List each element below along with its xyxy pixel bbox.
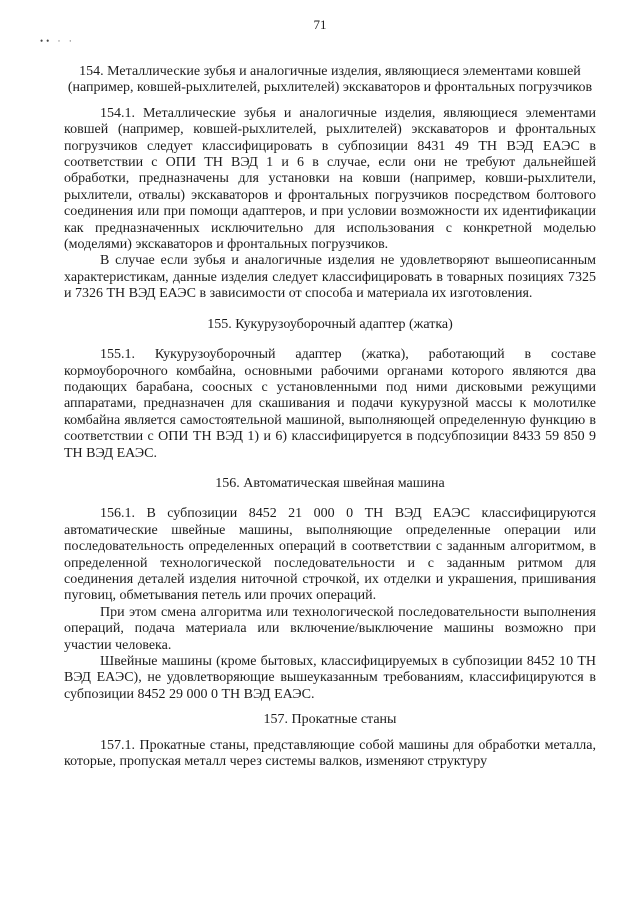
section-heading-154: 154. Металлические зубья и аналогичные изделия, являющиеся элементами ковшей (например, ковшей-рыхлителей, рыхлителей) экскаваторов и фронтальных погрузчиков — [67, 64, 593, 96]
paragraph-156-3: Швейные машины (кроме бытовых, классифицируемых в субпозиции 8452 10 ТН ВЭД ЕАЭС), не удовлетворяющие вышеуказанным требованиям, классифицируются в субпозиции 8452 29 000 0 ТН ВЭД ЕАЭС. — [64, 654, 596, 702]
paragraph-155-1: 155.1. Кукурузоуборочный адаптер (жатка), работающий в составе кормоуборочного комбайна, основными рабочими органами которого являются два подающих барабана, соосных с установленными под ними дисковыми режущими аппаратами, предназначен для скашивания и подачи кукурузной массы к молотилке комбайна является самостоятельной машиной, выполняющей определенную функцию в соответствии с ОПИ ТН ВЭД 1) и 6) классифицируется в подсубпозиции 8433 59 850 9 ТН ВЭД ЕАЭС. — [64, 347, 596, 461]
paragraph-154-1: 154.1. Металлические зубья и аналогичные изделия, являющиеся элементами ковшей (например, ковшей-рыхлителей, рыхлителей) экскаваторов и фронтальных погрузчиков следует классифицировать в субпозиции 8431 49 ТН ВЭД ЕАЭС в соответствии с ОПИ ТН ВЭД 1 и 6 в случае, если они не требуют дальнейшей обработки, предназначены для установки на ковши (например, ковши-рыхлители, рыхлители, отвалы) экскаваторов и фронтальных погрузчиков посредством болтового соединения или при помощи адаптеров, и при условии возможности их идентификации как предназначенных исключительно для использования с конкретной моделью (моделями) экскаваторов и фронтальных погрузчиков. — [64, 105, 596, 253]
paragraph-156-1: 156.1. В субпозиции 8452 21 000 0 ТН ВЭД ЕАЭС классифицируются автоматические швейные машины, выполняющие определенные операции или последовательность определенных операций в соответствии с заданным алгоритмом, в определенной технологической последовательности и с заданным ритмом для соединения деталей изделия ниточной строчкой, их отделки и украшения, пришивания пуговиц, обметывания петель или прочих операций. — [64, 506, 596, 604]
paragraph-156-2: При этом смена алгоритма или технологической последовательности выполнения операций, подача материала или включение/выключение машины возможно при участии человека. — [64, 604, 596, 653]
paragraph-157-1: 157.1. Прокатные станы, представляющие собой машины для обработки металла, которые, пропуская металл через системы валков, изменяют структуру — [64, 737, 596, 770]
section-heading-156: 156. Автоматическая швейная машина — [215, 475, 445, 491]
page-number: 71 — [313, 17, 327, 32]
paragraph-154-2: В случае если зубья и аналогичные изделия не удовлетворяют вышеописанным характеристикам, данные изделия следует классифицировать в товарных позициях 7325 и 7326 ТН ВЭД ЕАЭС в зависимости от способа и материала их изготовления. — [64, 253, 596, 302]
document-body — [64, 64, 596, 770]
section-heading-157: 157. Прокатные станы — [263, 712, 397, 728]
section-heading-155: 155. Кукурузоуборочный адаптер (жатка) — [207, 316, 453, 332]
scan-mark: •• · · — [40, 36, 75, 46]
